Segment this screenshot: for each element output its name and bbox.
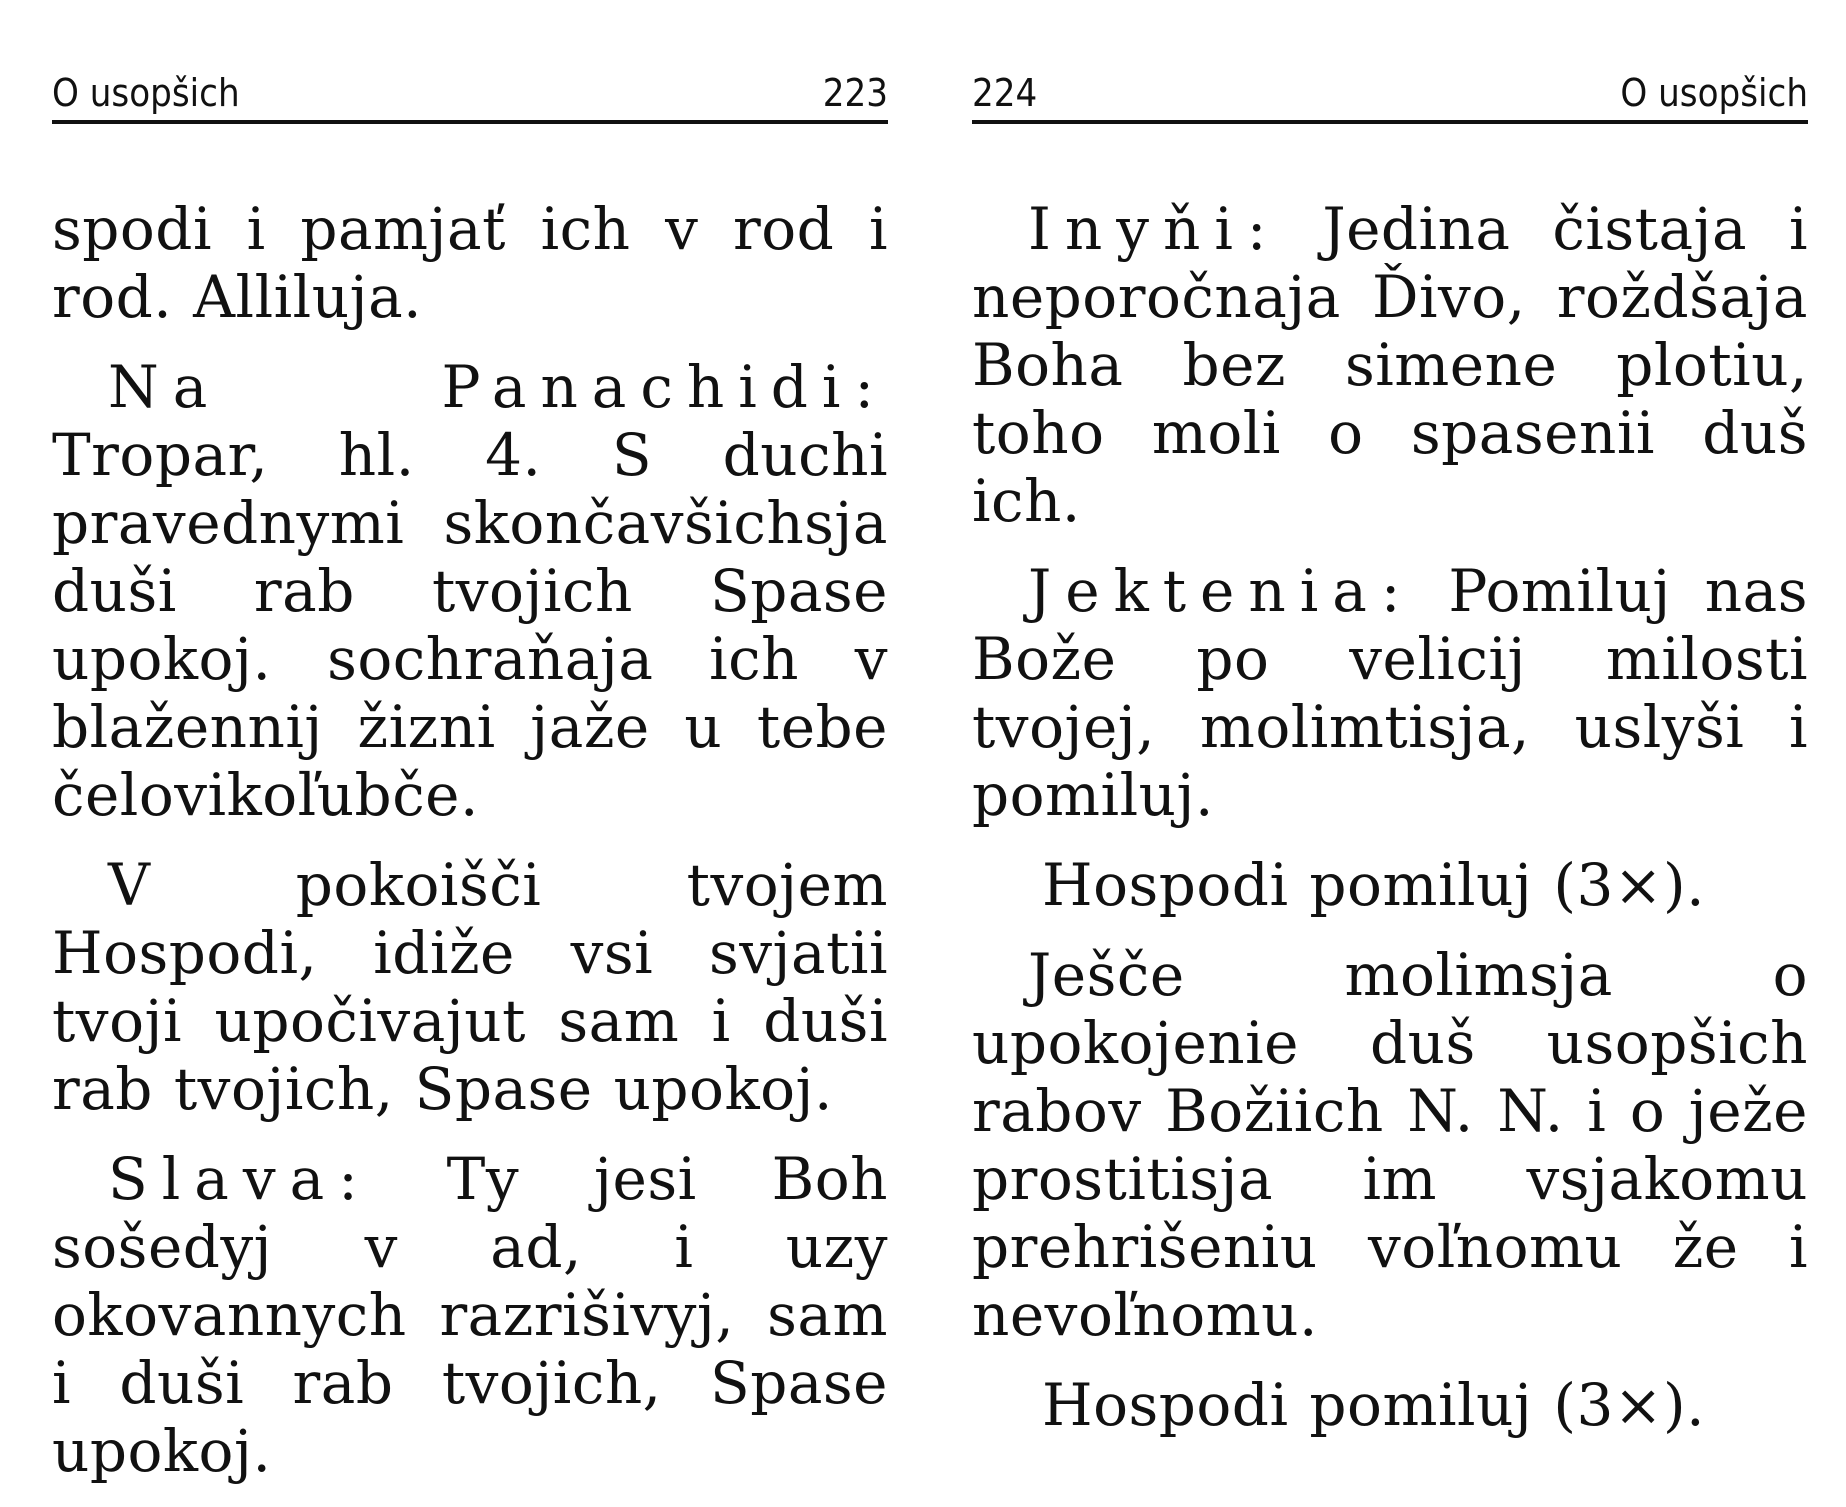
paragraph (52, 1145, 888, 1485)
paragraph-lead: Slava: (108, 1145, 372, 1213)
running-title-right: O usopšich (1620, 71, 1808, 115)
paragraph-lead: Jektenia: (1028, 557, 1415, 625)
paragraph (972, 941, 1808, 1349)
paragraph (972, 557, 1808, 829)
paragraph-text: Hospodi pomiluj (3×). (1042, 1371, 1706, 1439)
running-header-left (52, 64, 888, 124)
paragraph (52, 353, 888, 829)
left-page-body (52, 195, 888, 1507)
paragraph-text: Ješče molimsja o upokojenie duš usopšich rabov Božiich N. N. i o ježe prostitisja im vsjakomu prehrišeniu voľnomu že i nevoľnomu. (972, 941, 1808, 1349)
paragraph (972, 851, 1808, 919)
paragraph (972, 195, 1808, 535)
paragraph (972, 1371, 1808, 1439)
paragraph-text: Jedina čistaja i neporočnaja Ďivo, roždšaja Boha bez simene plotiu, toho moli o spasenii duš ich. (972, 195, 1808, 535)
paragraph-text: spodi i pamjať ich v rod i rod. Alliluja. (52, 195, 888, 331)
running-header-right (972, 64, 1808, 124)
paragraph-text: Hospodi pomiluj (3×). (1042, 851, 1706, 919)
paragraph-lead: Na Panachidi: (108, 353, 888, 421)
paragraph-text: Pomiluj nas Bože po velicij milosti tvojej, molimtisja, uslyši i pomiluj. (972, 557, 1808, 829)
running-title-left: O usopšich (52, 71, 240, 115)
page-number-left: 223 (822, 71, 888, 115)
paragraph (52, 851, 888, 1123)
paragraph-text: Tropar, hl. 4. S duchi pravednymi skončavšichsja duši rab tvojich Spase upokoj. sochraňaja ich v blažennij žizni jaže u tebe čelovikoľubče. (52, 421, 888, 829)
page-number-right: 224 (972, 71, 1038, 115)
paragraph (52, 195, 888, 331)
paragraph-lead: Inyňi: (1028, 195, 1281, 263)
paragraph-text: Ty jesi Boh sošedyj v ad, i uzy okovannych razrišivyj, sam i duši rab tvojich, Spase upokoj. (52, 1145, 888, 1485)
paragraph-text: V pokoišči tvojem Hospodi, idiže vsi svjatii tvoji upočivajut sam i duši rab tvojich, Spase upokoj. (52, 851, 888, 1123)
right-page-body (972, 195, 1808, 1461)
